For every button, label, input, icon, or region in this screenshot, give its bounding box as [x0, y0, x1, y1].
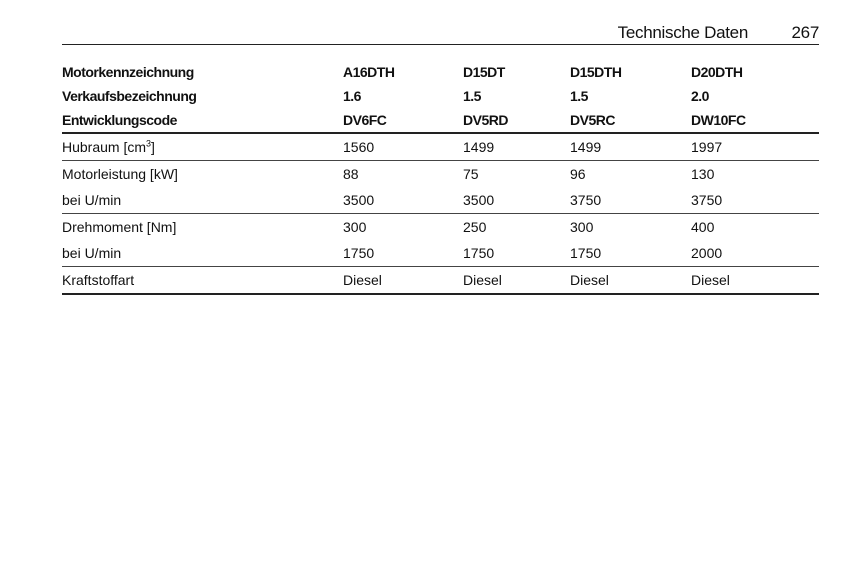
table-cell: 75 — [463, 166, 479, 182]
table-cell: Diesel — [343, 267, 463, 295]
engine-spec-table — [62, 60, 819, 295]
table-cell: 300 — [570, 219, 594, 235]
table-cell: 1750 — [343, 240, 463, 267]
table-cell: 1560 — [343, 133, 463, 161]
table-row-fuel-type — [62, 267, 819, 295]
row-label: bei U/min — [62, 240, 343, 267]
table-cell: DV5RC — [570, 108, 691, 133]
table-cell: 1.6 — [343, 88, 361, 104]
table-cell: D15DT — [463, 64, 505, 80]
table-row-displacement — [62, 133, 819, 161]
table-cell: A16DTH — [343, 64, 395, 80]
table-row-power — [62, 161, 819, 188]
table-row-engine-code — [62, 60, 819, 84]
page-header — [62, 22, 819, 45]
table-cell: Diesel — [570, 267, 691, 295]
table-cell: 300 — [343, 219, 367, 235]
table-row-sales-designation — [62, 84, 819, 108]
table-cell: 1997 — [691, 133, 819, 161]
table-cell: 250 — [463, 219, 487, 235]
table-cell: 1750 — [463, 240, 570, 267]
table-row-power-rpm — [62, 187, 819, 214]
row-label: Kraftstoffart — [62, 267, 343, 295]
table-cell: 400 — [691, 219, 715, 235]
row-label: Hubraum $[cm^3]$ — [62, 133, 343, 161]
table-cell: 1499 — [463, 133, 570, 161]
section-title: Technische Daten — [617, 23, 748, 42]
table-cell: 88 — [343, 166, 359, 182]
table-cell: DV5RD — [463, 108, 570, 133]
table-cell: DW10FC — [691, 108, 819, 133]
table-cell: 3500 — [343, 187, 463, 214]
row-label: Entwicklungscode — [62, 108, 343, 133]
table-cell: DV6FC — [343, 108, 463, 133]
table-cell: 130 — [691, 166, 715, 182]
table-cell: 96 — [570, 166, 586, 182]
row-label: Motorleistung [kW] — [62, 166, 178, 182]
table-cell: 3750 — [570, 187, 691, 214]
row-label: Drehmoment [Nm] — [62, 219, 177, 235]
table-cell: 3500 — [463, 187, 570, 214]
table-cell: 2.0 — [691, 88, 709, 104]
table-row-torque-rpm — [62, 240, 819, 267]
table-cell: 2000 — [691, 240, 819, 267]
table-cell: 1750 — [570, 240, 691, 267]
table-cell: 1.5 — [570, 88, 588, 104]
table-cell: D20DTH — [691, 64, 743, 80]
table-cell: Diesel — [691, 267, 819, 295]
table-cell: 3750 — [691, 187, 819, 214]
table-cell: 1.5 — [463, 88, 481, 104]
table-cell: 1499 — [570, 133, 691, 161]
superscript-3: 3 — [146, 138, 152, 149]
row-label: Verkaufsbezeichnung — [62, 88, 197, 104]
table-cell: Diesel — [463, 267, 570, 295]
page-number: 267 — [791, 23, 819, 42]
row-label: Motorkennzeichnung — [62, 64, 194, 80]
table-row-development-code — [62, 108, 819, 133]
table-row-torque — [62, 214, 819, 241]
row-label: bei U/min — [62, 187, 343, 214]
table-cell: D15DTH — [570, 64, 622, 80]
